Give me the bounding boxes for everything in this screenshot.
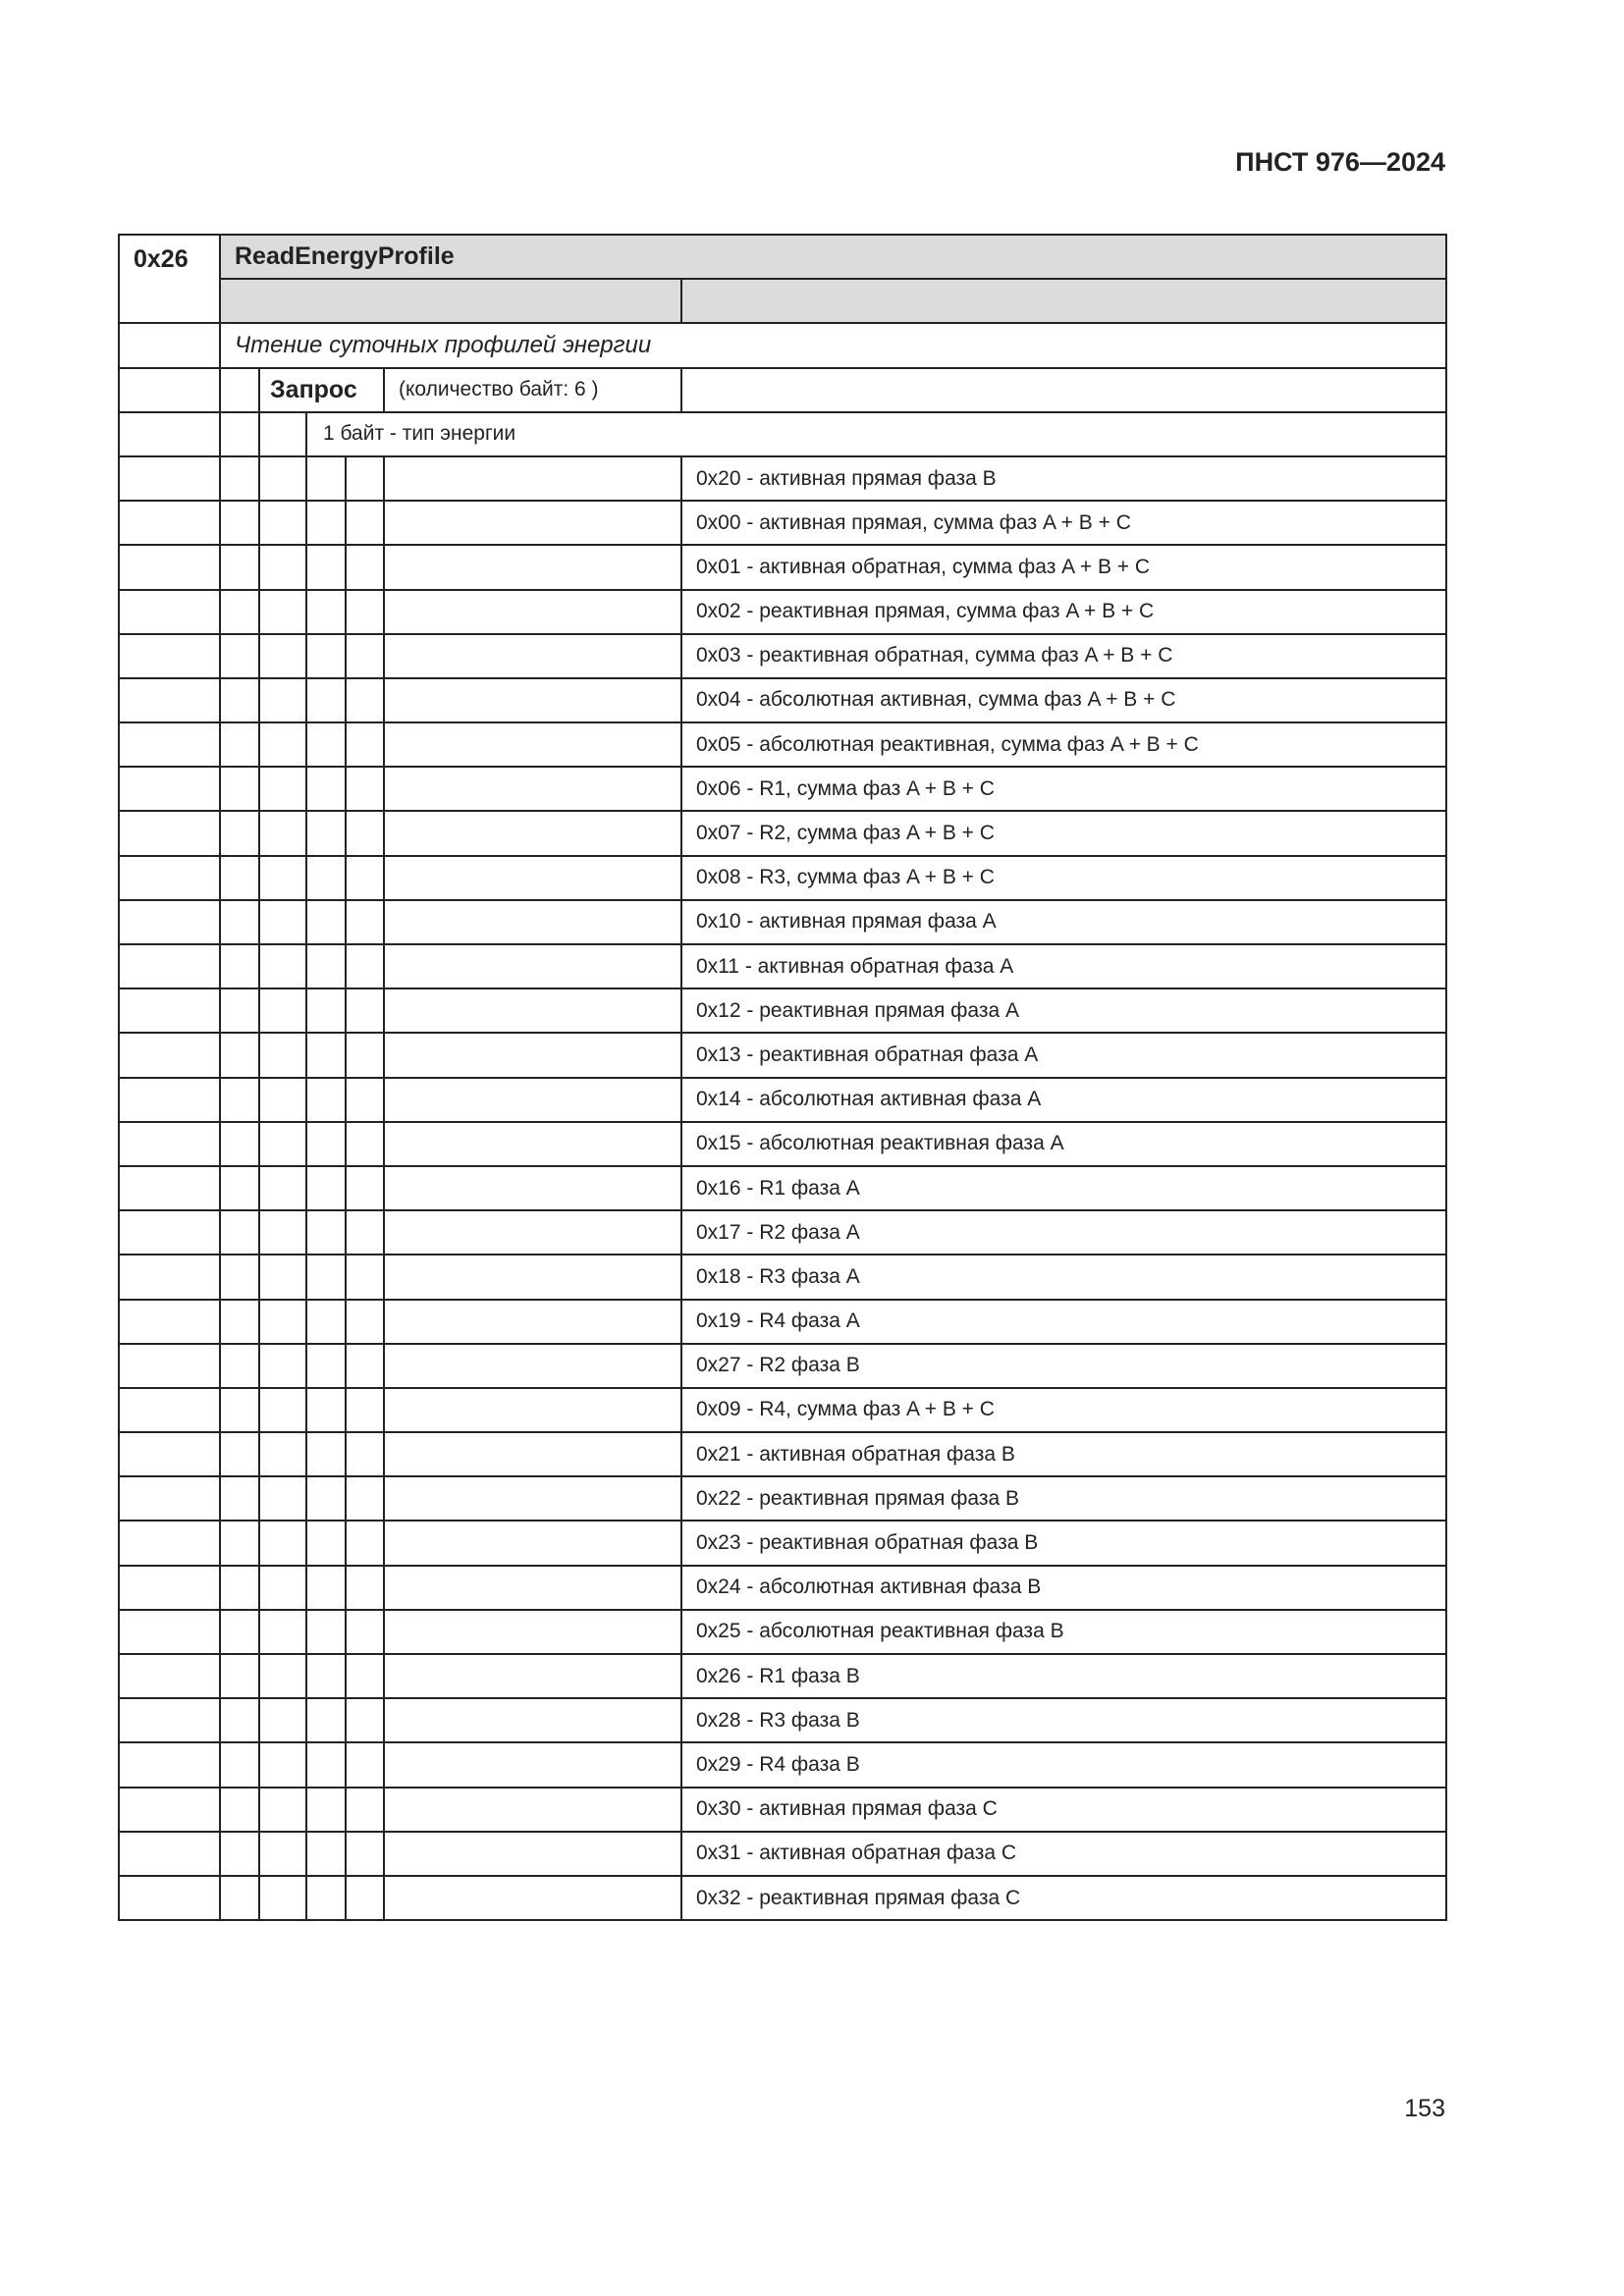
empty-cell bbox=[306, 501, 346, 545]
empty-cell bbox=[119, 1033, 220, 1077]
empty-cell bbox=[306, 1033, 346, 1077]
empty-cell bbox=[119, 501, 220, 545]
empty-cell bbox=[220, 900, 259, 944]
empty-cell bbox=[384, 1566, 681, 1610]
energy-type-value: 0x20 - активная прямая фаза B bbox=[681, 456, 1446, 501]
energy-type-value: 0x12 - реактивная прямая фаза A bbox=[681, 988, 1446, 1033]
empty-cell bbox=[346, 1078, 384, 1122]
empty-cell bbox=[259, 1166, 306, 1210]
empty-cell bbox=[306, 1388, 346, 1432]
empty-cell bbox=[346, 1476, 384, 1521]
energy-type-value: 0x09 - R4, сумма фаз A + B + C bbox=[681, 1388, 1446, 1432]
energy-type-row bbox=[119, 1255, 1446, 1299]
empty-cell bbox=[220, 368, 259, 412]
energy-type-value: 0x19 - R4 фаза A bbox=[681, 1300, 1446, 1344]
empty-cell bbox=[346, 1255, 384, 1299]
empty-cell bbox=[346, 501, 384, 545]
empty-cell bbox=[346, 1654, 384, 1698]
empty-cell bbox=[346, 1742, 384, 1787]
empty-cell bbox=[220, 634, 259, 678]
empty-cell bbox=[220, 501, 259, 545]
empty-cell bbox=[119, 368, 220, 412]
empty-cell bbox=[384, 900, 681, 944]
request-label: Запрос bbox=[259, 368, 384, 412]
empty-cell bbox=[384, 1432, 681, 1476]
energy-type-value: 0x17 - R2 фаза A bbox=[681, 1210, 1446, 1255]
empty-cell bbox=[220, 856, 259, 900]
empty-cell bbox=[346, 856, 384, 900]
empty-cell bbox=[220, 1610, 259, 1654]
empty-cell bbox=[384, 811, 681, 855]
empty-cell bbox=[119, 1078, 220, 1122]
empty-cell bbox=[220, 1388, 259, 1432]
energy-type-value: 0x04 - абсолютная активная, сумма фаз A + B + C bbox=[681, 678, 1446, 722]
empty-cell bbox=[119, 1432, 220, 1476]
empty-cell bbox=[384, 1388, 681, 1432]
empty-cell bbox=[306, 1122, 346, 1166]
empty-cell bbox=[306, 1832, 346, 1876]
empty-cell bbox=[119, 1610, 220, 1654]
energy-type-value: 0x06 - R1, сумма фаз A + B + C bbox=[681, 767, 1446, 811]
empty-cell bbox=[384, 1876, 681, 1920]
empty-cell bbox=[346, 1876, 384, 1920]
empty-cell bbox=[259, 944, 306, 988]
protocol-table bbox=[118, 234, 1447, 1921]
energy-type-value: 0x29 - R4 фаза B bbox=[681, 1742, 1446, 1787]
document-header: ПНСТ 976—2024 bbox=[1235, 147, 1445, 177]
empty-cell bbox=[384, 988, 681, 1033]
empty-cell bbox=[346, 1344, 384, 1388]
energy-type-row bbox=[119, 944, 1446, 988]
empty-cell bbox=[259, 722, 306, 767]
energy-type-row bbox=[119, 1476, 1446, 1521]
empty-cell bbox=[306, 1521, 346, 1565]
empty-cell bbox=[384, 856, 681, 900]
energy-type-row bbox=[119, 634, 1446, 678]
energy-type-value: 0x16 - R1 фаза A bbox=[681, 1166, 1446, 1210]
energy-type-value: 0x02 - реактивная прямая, сумма фаз A + B + C bbox=[681, 590, 1446, 634]
energy-type-row bbox=[119, 1566, 1446, 1610]
energy-type-row bbox=[119, 1788, 1446, 1832]
empty-cell bbox=[306, 1788, 346, 1832]
energy-type-row bbox=[119, 900, 1446, 944]
empty-cell bbox=[119, 1388, 220, 1432]
empty-cell bbox=[306, 1654, 346, 1698]
empty-cell bbox=[220, 1432, 259, 1476]
energy-type-row bbox=[119, 545, 1446, 589]
empty-cell bbox=[259, 678, 306, 722]
empty-cell bbox=[384, 1521, 681, 1565]
energy-type-value: 0x32 - реактивная прямая фаза C bbox=[681, 1876, 1446, 1920]
empty-cell bbox=[259, 1078, 306, 1122]
empty-cell bbox=[259, 1388, 306, 1432]
command-row bbox=[119, 235, 1446, 279]
energy-type-value: 0x18 - R3 фаза A bbox=[681, 1255, 1446, 1299]
energy-type-row bbox=[119, 1876, 1446, 1920]
empty-cell bbox=[119, 856, 220, 900]
empty-cell bbox=[384, 1832, 681, 1876]
empty-cell bbox=[306, 900, 346, 944]
empty-cell bbox=[306, 1432, 346, 1476]
energy-type-value: 0x25 - абсолютная реактивная фаза B bbox=[681, 1610, 1446, 1654]
page-number: 153 bbox=[1404, 2095, 1445, 2122]
empty-cell bbox=[220, 722, 259, 767]
empty-cell bbox=[119, 944, 220, 988]
empty-cell bbox=[384, 590, 681, 634]
empty-cell bbox=[306, 1344, 346, 1388]
empty-cell bbox=[346, 767, 384, 811]
empty-cell bbox=[346, 1610, 384, 1654]
empty-cell bbox=[384, 1344, 681, 1388]
request-row bbox=[119, 368, 1446, 412]
empty-cell bbox=[346, 456, 384, 501]
empty-cell bbox=[119, 323, 220, 367]
empty-cell bbox=[119, 412, 220, 456]
empty-cell bbox=[119, 1742, 220, 1787]
energy-type-row bbox=[119, 1654, 1446, 1698]
energy-type-value: 0x15 - абсолютная реактивная фаза A bbox=[681, 1122, 1446, 1166]
energy-type-row bbox=[119, 678, 1446, 722]
empty-cell bbox=[384, 1033, 681, 1077]
empty-cell bbox=[384, 634, 681, 678]
empty-cell bbox=[220, 1566, 259, 1610]
empty-cell bbox=[346, 1210, 384, 1255]
empty-cell bbox=[119, 1788, 220, 1832]
energy-type-row bbox=[119, 1210, 1446, 1255]
empty-cell bbox=[259, 1122, 306, 1166]
energy-type-row bbox=[119, 988, 1446, 1033]
empty-cell bbox=[306, 1300, 346, 1344]
empty-cell bbox=[220, 811, 259, 855]
energy-type-row bbox=[119, 1610, 1446, 1654]
empty-cell bbox=[384, 1210, 681, 1255]
empty-cell bbox=[259, 811, 306, 855]
empty-cell bbox=[384, 1476, 681, 1521]
empty-cell bbox=[119, 1832, 220, 1876]
empty-cell bbox=[346, 590, 384, 634]
empty-cell bbox=[259, 900, 306, 944]
empty-cell bbox=[346, 634, 384, 678]
energy-type-value: 0x00 - активная прямая, сумма фаз A + B + C bbox=[681, 501, 1446, 545]
empty-cell bbox=[346, 1521, 384, 1565]
empty-cell bbox=[119, 811, 220, 855]
empty-cell bbox=[119, 1476, 220, 1521]
empty-cell bbox=[119, 1300, 220, 1344]
empty-cell bbox=[220, 1122, 259, 1166]
empty-cell bbox=[259, 1521, 306, 1565]
energy-type-row bbox=[119, 1078, 1446, 1122]
request-byte-count: (количество байт: 6 ) bbox=[384, 368, 681, 412]
empty-cell bbox=[384, 1300, 681, 1344]
empty-cell bbox=[384, 501, 681, 545]
empty-cell bbox=[306, 1210, 346, 1255]
energy-type-value: 0x24 - абсолютная активная фаза B bbox=[681, 1566, 1446, 1610]
empty-cell bbox=[346, 722, 384, 767]
empty-cell bbox=[220, 1832, 259, 1876]
energy-type-row bbox=[119, 1698, 1446, 1742]
energy-type-row bbox=[119, 1388, 1446, 1432]
empty-cell bbox=[306, 545, 346, 589]
empty-cell bbox=[346, 1432, 384, 1476]
empty-cell bbox=[259, 1432, 306, 1476]
empty-cell bbox=[259, 988, 306, 1033]
empty-cell bbox=[220, 1078, 259, 1122]
empty-cell bbox=[346, 900, 384, 944]
energy-type-row bbox=[119, 722, 1446, 767]
empty-cell bbox=[220, 1166, 259, 1210]
energy-type-value: 0x30 - активная прямая фаза C bbox=[681, 1788, 1446, 1832]
empty-cell bbox=[346, 1033, 384, 1077]
empty-cell bbox=[259, 1876, 306, 1920]
empty-cell bbox=[384, 722, 681, 767]
empty-cell bbox=[259, 1300, 306, 1344]
empty-cell bbox=[384, 1698, 681, 1742]
empty-cell bbox=[259, 412, 306, 456]
energy-type-value: 0x11 - активная обратная фаза A bbox=[681, 944, 1446, 988]
energy-type-value: 0x13 - реактивная обратная фаза A bbox=[681, 1033, 1446, 1077]
energy-type-value: 0x10 - активная прямая фаза A bbox=[681, 900, 1446, 944]
empty-cell bbox=[220, 1788, 259, 1832]
empty-cell bbox=[384, 767, 681, 811]
empty-cell bbox=[259, 856, 306, 900]
empty-cell bbox=[346, 1566, 384, 1610]
energy-type-row bbox=[119, 1832, 1446, 1876]
command-name: ReadEnergyProfile bbox=[220, 235, 1446, 279]
empty-cell bbox=[220, 1033, 259, 1077]
empty-cell bbox=[306, 944, 346, 988]
empty-cell bbox=[119, 590, 220, 634]
empty-cell bbox=[259, 456, 306, 501]
empty-cell bbox=[346, 678, 384, 722]
empty-cell bbox=[259, 1566, 306, 1610]
empty-cell bbox=[119, 1210, 220, 1255]
empty-cell bbox=[119, 678, 220, 722]
empty-cell bbox=[346, 1300, 384, 1344]
empty-cell bbox=[259, 1033, 306, 1077]
empty-cell bbox=[346, 1388, 384, 1432]
empty-cell bbox=[384, 944, 681, 988]
empty-cell bbox=[259, 1210, 306, 1255]
empty-cell bbox=[220, 1210, 259, 1255]
empty-cell bbox=[220, 944, 259, 988]
empty-cell bbox=[119, 1521, 220, 1565]
empty-cell bbox=[119, 988, 220, 1033]
empty-cell bbox=[220, 1344, 259, 1388]
empty-cell bbox=[220, 545, 259, 589]
empty-cell bbox=[384, 1788, 681, 1832]
empty-cell bbox=[384, 1166, 681, 1210]
empty-cell bbox=[306, 1476, 346, 1521]
empty-cell bbox=[306, 1610, 346, 1654]
energy-type-row bbox=[119, 1742, 1446, 1787]
gray-cell-right bbox=[681, 279, 1446, 323]
empty-cell bbox=[346, 811, 384, 855]
description-row bbox=[119, 323, 1446, 367]
empty-cell bbox=[220, 678, 259, 722]
energy-type-value: 0x03 - реактивная обратная, сумма фаз A + B + C bbox=[681, 634, 1446, 678]
empty-cell bbox=[119, 1876, 220, 1920]
empty-cell bbox=[346, 1122, 384, 1166]
empty-cell bbox=[384, 1255, 681, 1299]
empty-cell bbox=[346, 988, 384, 1033]
empty-cell bbox=[220, 988, 259, 1033]
energy-type-row bbox=[119, 767, 1446, 811]
energy-type-row bbox=[119, 1122, 1446, 1166]
empty-cell bbox=[220, 1742, 259, 1787]
empty-cell bbox=[119, 1698, 220, 1742]
energy-type-value: 0x31 - активная обратная фаза C bbox=[681, 1832, 1446, 1876]
energy-type-row bbox=[119, 811, 1446, 855]
empty-cell bbox=[306, 1876, 346, 1920]
empty-cell bbox=[346, 944, 384, 988]
empty-cell bbox=[306, 722, 346, 767]
empty-cell bbox=[220, 1698, 259, 1742]
empty-cell bbox=[259, 1832, 306, 1876]
empty-cell bbox=[306, 811, 346, 855]
empty-cell bbox=[306, 988, 346, 1033]
empty-cell bbox=[259, 1698, 306, 1742]
energy-type-row bbox=[119, 1166, 1446, 1210]
empty-cell bbox=[681, 368, 1446, 412]
empty-cell bbox=[384, 1610, 681, 1654]
empty-cell bbox=[119, 456, 220, 501]
empty-cell bbox=[346, 1698, 384, 1742]
empty-cell bbox=[306, 767, 346, 811]
empty-cell bbox=[306, 856, 346, 900]
empty-cell bbox=[384, 1122, 681, 1166]
empty-cell bbox=[384, 678, 681, 722]
empty-cell bbox=[384, 456, 681, 501]
empty-cell bbox=[119, 900, 220, 944]
empty-cell bbox=[384, 1078, 681, 1122]
empty-cell bbox=[306, 1698, 346, 1742]
empty-cell bbox=[259, 1788, 306, 1832]
empty-cell bbox=[259, 1476, 306, 1521]
empty-cell bbox=[384, 1654, 681, 1698]
empty-cell bbox=[259, 634, 306, 678]
byte1-row bbox=[119, 412, 1446, 456]
energy-type-value: 0x22 - реактивная прямая фаза B bbox=[681, 1476, 1446, 1521]
empty-cell bbox=[259, 1610, 306, 1654]
empty-cell bbox=[119, 1122, 220, 1166]
empty-cell bbox=[259, 501, 306, 545]
energy-type-value: 0x08 - R3, сумма фаз A + B + C bbox=[681, 856, 1446, 900]
header-gray-row bbox=[119, 279, 1446, 323]
empty-cell bbox=[306, 456, 346, 501]
empty-cell bbox=[306, 590, 346, 634]
empty-cell bbox=[259, 1654, 306, 1698]
energy-type-row bbox=[119, 456, 1446, 501]
empty-cell bbox=[220, 1876, 259, 1920]
empty-cell bbox=[259, 1255, 306, 1299]
empty-cell bbox=[119, 634, 220, 678]
empty-cell bbox=[346, 1788, 384, 1832]
energy-type-row bbox=[119, 501, 1446, 545]
empty-cell bbox=[306, 1255, 346, 1299]
empty-cell bbox=[220, 1654, 259, 1698]
command-description: Чтение суточных профилей энергии bbox=[220, 323, 1446, 367]
empty-cell bbox=[259, 590, 306, 634]
energy-type-row bbox=[119, 1432, 1446, 1476]
empty-cell bbox=[259, 545, 306, 589]
empty-cell bbox=[306, 678, 346, 722]
energy-type-value: 0x23 - реактивная обратная фаза B bbox=[681, 1521, 1446, 1565]
empty-cell bbox=[220, 767, 259, 811]
empty-cell bbox=[346, 1832, 384, 1876]
empty-cell bbox=[384, 1742, 681, 1787]
empty-cell bbox=[306, 1078, 346, 1122]
energy-type-value: 0x21 - активная обратная фаза B bbox=[681, 1432, 1446, 1476]
energy-type-value: 0x28 - R3 фаза B bbox=[681, 1698, 1446, 1742]
empty-cell bbox=[119, 1344, 220, 1388]
energy-type-row bbox=[119, 1521, 1446, 1565]
empty-cell bbox=[220, 456, 259, 501]
empty-cell bbox=[119, 1255, 220, 1299]
energy-type-value: 0x01 - активная обратная, сумма фаз A + B + C bbox=[681, 545, 1446, 589]
empty-cell bbox=[259, 1344, 306, 1388]
gray-cell-left bbox=[220, 279, 681, 323]
empty-cell bbox=[306, 1166, 346, 1210]
empty-cell bbox=[259, 1742, 306, 1787]
empty-cell bbox=[119, 1654, 220, 1698]
energy-type-row bbox=[119, 590, 1446, 634]
empty-cell bbox=[119, 722, 220, 767]
energy-type-row bbox=[119, 856, 1446, 900]
byte1-description: 1 байт - тип энергии bbox=[306, 412, 1446, 456]
energy-type-row bbox=[119, 1300, 1446, 1344]
energy-type-value: 0x05 - абсолютная реактивная, сумма фаз A + B + C bbox=[681, 722, 1446, 767]
empty-cell bbox=[346, 545, 384, 589]
empty-cell bbox=[220, 1300, 259, 1344]
empty-cell bbox=[306, 1566, 346, 1610]
empty-cell bbox=[119, 767, 220, 811]
empty-cell bbox=[220, 590, 259, 634]
empty-cell bbox=[220, 412, 259, 456]
empty-cell bbox=[119, 1566, 220, 1610]
energy-type-value: 0x26 - R1 фаза B bbox=[681, 1654, 1446, 1698]
energy-type-row bbox=[119, 1344, 1446, 1388]
empty-cell bbox=[384, 545, 681, 589]
empty-cell bbox=[220, 1255, 259, 1299]
empty-cell bbox=[306, 634, 346, 678]
command-code: 0x26 bbox=[119, 235, 220, 323]
energy-type-row bbox=[119, 1033, 1446, 1077]
empty-cell bbox=[346, 1166, 384, 1210]
energy-type-value: 0x27 - R2 фаза B bbox=[681, 1344, 1446, 1388]
empty-cell bbox=[220, 1521, 259, 1565]
empty-cell bbox=[220, 1476, 259, 1521]
empty-cell bbox=[306, 1742, 346, 1787]
empty-cell bbox=[119, 1166, 220, 1210]
empty-cell bbox=[119, 545, 220, 589]
empty-cell bbox=[259, 767, 306, 811]
energy-type-value: 0x14 - абсолютная активная фаза A bbox=[681, 1078, 1446, 1122]
energy-type-value: 0x07 - R2, сумма фаз A + B + C bbox=[681, 811, 1446, 855]
